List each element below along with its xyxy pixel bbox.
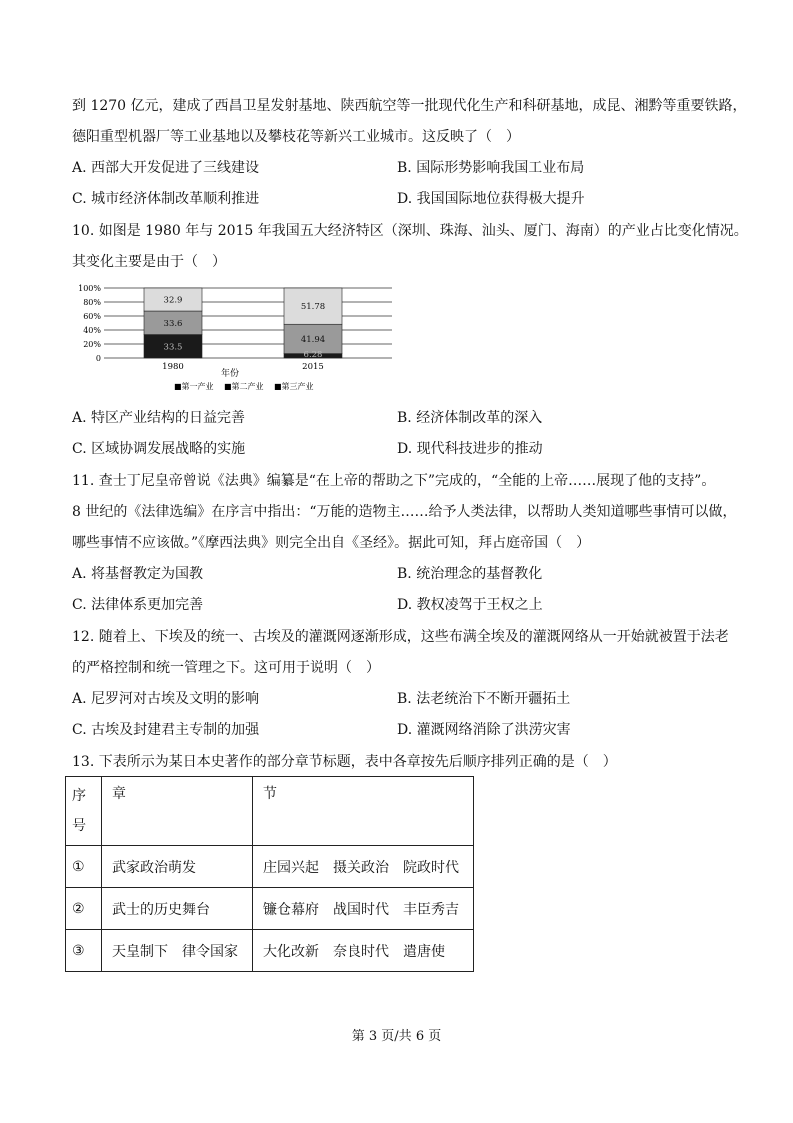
page-footer: 第 3 页/共 6 页	[351, 1029, 442, 1044]
header-section: 节	[253, 777, 474, 846]
table-row	[66, 888, 474, 930]
q12-text-line1: 12. 随着上、下埃及的统一、古埃及的灌溉网逐渐形成，这些布满全埃及的灌溉网络从一开始就被置于法老	[72, 629, 729, 645]
chart-x-axis-label: 年份	[220, 369, 240, 379]
chart-legend	[174, 381, 314, 391]
q11-text-line1: 11. 查士丁尼皇帝曾说《法典》编纂是“在上帝的帮助之下”完成的，“全能的上帝……展现了他的支持”。	[72, 473, 716, 489]
y-tick-label: 80%	[83, 298, 101, 307]
q11-option-c[interactable]: C. 法律体系更加完善	[72, 597, 204, 613]
x-tick-label: 1980	[162, 362, 184, 372]
y-tick-label: 0	[95, 354, 101, 363]
row-seq: ③	[66, 930, 102, 972]
q11-text-line2: 8 世纪的《法律选编》在序言中指出：“万能的造物主……给予人类法律，以帮助人类知道哪些事情可以做，	[72, 504, 737, 520]
q9-option-d[interactable]: D. 我国国际地位获得极大提升	[397, 191, 585, 207]
row-seq: ②	[66, 888, 102, 930]
x-tick-label: 2015	[302, 362, 324, 372]
q11-option-a[interactable]: A. 将基督教定为国教	[72, 566, 204, 582]
header-seq-line1: 序	[72, 788, 86, 804]
row-chapter: 武家政治萌发	[102, 846, 253, 888]
q12-text-line2: 的严格控制和统一管理之下。这可用于说明（ ）	[72, 660, 380, 676]
q12-option-d[interactable]: D. 灌溉网络消除了洪涝灾害	[397, 722, 571, 738]
q10-option-b[interactable]: B. 经济体制改革的深入	[397, 410, 543, 426]
bar-data-label: 33.6	[163, 318, 183, 329]
header-seq-line2: 号	[72, 818, 86, 834]
legend-entry: ■第三产业	[274, 382, 314, 391]
q13-text-line1: 13. 下表所示为某日本史著作的部分章节标题，表中各章按先后顺序排列正确的是（ ）	[72, 754, 617, 770]
row-section: 大化改新 奈良时代 遣唐使	[253, 930, 474, 972]
q9-option-b[interactable]: B. 国际形势影响我国工业布局	[397, 160, 585, 176]
q10-option-a[interactable]: A. 特区产业结构的日益完善	[72, 410, 246, 426]
y-tick-label: 100%	[78, 284, 101, 293]
chart-x-ticks	[162, 362, 324, 372]
table-header-row	[66, 777, 474, 846]
table-row	[66, 930, 474, 972]
q12-option-a[interactable]: A. 尼罗河对古埃及文明的影响	[72, 691, 260, 707]
row-seq: ①	[66, 846, 102, 888]
row-section: 镰仓幕府 战国时代 丰臣秀吉	[253, 888, 474, 930]
q9-option-a[interactable]: A. 西部大开发促进了三线建设	[72, 160, 260, 176]
q9-text-line1: 到 1270 亿元，建成了西昌卫星发射基地、陕西航空等一批现代化生产和科研基地，成昆、湘黔等重要铁路，	[72, 98, 747, 114]
bar-data-label: 6.28	[303, 350, 323, 360]
q9-option-c[interactable]: C. 城市经济体制改革顺利推进	[72, 191, 260, 207]
q12-option-c[interactable]: C. 古埃及封建君主专制的加强	[72, 722, 260, 738]
legend-entry: ■第二产业	[224, 382, 264, 391]
q11-option-b[interactable]: B. 统治理念的基督教化	[397, 566, 543, 582]
chapter-table	[65, 776, 474, 972]
industry-share-chart	[70, 282, 400, 394]
row-chapter: 武士的历史舞台	[102, 888, 253, 930]
table-row	[66, 846, 474, 888]
row-chapter: 天皇制下 律令国家	[102, 930, 253, 972]
bar-data-label: 32.9	[163, 295, 183, 306]
q11-option-d[interactable]: D. 教权凌驾于王权之上	[397, 597, 543, 613]
y-tick-label: 40%	[83, 326, 101, 335]
header-chapter: 章	[102, 777, 253, 846]
y-tick-label: 60%	[83, 312, 101, 321]
q12-option-b[interactable]: B. 法老统治下不断开疆拓土	[397, 691, 571, 707]
bar-data-label: 51.78	[300, 302, 326, 313]
q10-option-d[interactable]: D. 现代科技进步的推动	[397, 441, 543, 457]
legend-entry: ■第一产业	[174, 382, 214, 391]
q10-text-line2: 其变化主要是由于（ ）	[72, 254, 226, 270]
y-tick-label: 20%	[83, 340, 101, 349]
q10-text-line1: 10. 如图是 1980 年与 2015 年我国五大经济特区（深圳、珠海、汕头、厦门、海南）的产业占比变化情况。	[72, 223, 748, 239]
bar-data-label: 41.94	[300, 334, 326, 345]
bar-data-label: 33.5	[163, 342, 183, 353]
header-seq	[66, 777, 102, 846]
row-section: 庄园兴起 摄关政治 院政时代	[253, 846, 474, 888]
q9-text-line2: 德阳重型机器厂等工业基地以及攀枝花等新兴工业城市。这反映了（ ）	[72, 129, 520, 145]
chart-y-ticks	[78, 284, 101, 363]
q10-option-c[interactable]: C. 区域协调发展战略的实施	[72, 441, 246, 457]
q11-text-line3: 哪些事情不应该做。”《摩西法典》则完全出自《圣经》。据此可知，拜占庭帝国（ ）	[72, 535, 591, 551]
